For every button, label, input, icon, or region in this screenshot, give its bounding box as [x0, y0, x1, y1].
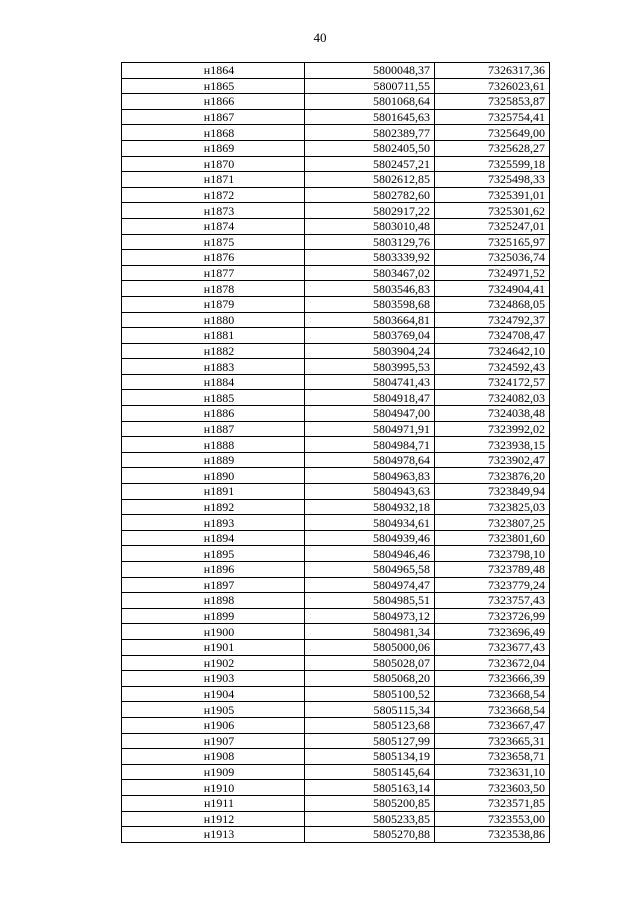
y-coordinate-cell: 7323658,71	[435, 749, 550, 765]
y-coordinate-cell: 7323603,50	[435, 780, 550, 796]
y-coordinate-cell: 7323696,49	[435, 624, 550, 640]
x-coordinate-cell: 5805123,68	[305, 717, 435, 733]
y-coordinate-cell: 7323726,99	[435, 608, 550, 624]
point-id-cell: н1867	[122, 109, 305, 125]
point-id-cell: н1895	[122, 546, 305, 562]
table-row	[122, 577, 550, 593]
point-id-cell: н1908	[122, 749, 305, 765]
point-id-cell: н1899	[122, 608, 305, 624]
point-id-cell: н1870	[122, 156, 305, 172]
y-coordinate-cell: 7323992,02	[435, 421, 550, 437]
table-row	[122, 827, 550, 843]
point-id-cell: н1912	[122, 811, 305, 827]
point-id-cell: н1901	[122, 639, 305, 655]
table-row	[122, 281, 550, 297]
y-coordinate-cell: 7323938,15	[435, 437, 550, 453]
coordinates-table-body	[122, 63, 550, 843]
x-coordinate-cell: 5805000,06	[305, 639, 435, 655]
x-coordinate-cell: 5804978,64	[305, 452, 435, 468]
y-coordinate-cell: 7324172,57	[435, 374, 550, 390]
y-coordinate-cell: 7325247,01	[435, 218, 550, 234]
point-id-cell: н1909	[122, 764, 305, 780]
point-id-cell: н1903	[122, 671, 305, 687]
table-row	[122, 140, 550, 156]
y-coordinate-cell: 7323876,20	[435, 468, 550, 484]
x-coordinate-cell: 5803339,92	[305, 250, 435, 266]
x-coordinate-cell: 5805115,34	[305, 702, 435, 718]
table-row	[122, 390, 550, 406]
table-row	[122, 125, 550, 141]
y-coordinate-cell: 7323631,10	[435, 764, 550, 780]
point-id-cell: н1904	[122, 686, 305, 702]
x-coordinate-cell: 5804981,34	[305, 624, 435, 640]
point-id-cell: н1874	[122, 218, 305, 234]
point-id-cell: н1906	[122, 717, 305, 733]
table-row	[122, 702, 550, 718]
point-id-cell: н1873	[122, 203, 305, 219]
table-row	[122, 359, 550, 375]
point-id-cell: н1876	[122, 250, 305, 266]
point-id-cell: н1902	[122, 655, 305, 671]
x-coordinate-cell: 5800048,37	[305, 63, 435, 79]
x-coordinate-cell: 5804946,46	[305, 546, 435, 562]
table-row	[122, 437, 550, 453]
x-coordinate-cell: 5804934,61	[305, 515, 435, 531]
y-coordinate-cell: 7323677,43	[435, 639, 550, 655]
point-id-cell: н1879	[122, 296, 305, 312]
x-coordinate-cell: 5805233,85	[305, 811, 435, 827]
y-coordinate-cell: 7325599,18	[435, 156, 550, 172]
table-row	[122, 811, 550, 827]
table-row	[122, 686, 550, 702]
y-coordinate-cell: 7323789,48	[435, 562, 550, 578]
x-coordinate-cell: 5801645,63	[305, 109, 435, 125]
table-row	[122, 452, 550, 468]
x-coordinate-cell: 5804984,71	[305, 437, 435, 453]
point-id-cell: н1907	[122, 733, 305, 749]
table-row	[122, 764, 550, 780]
point-id-cell: н1911	[122, 795, 305, 811]
point-id-cell: н1882	[122, 343, 305, 359]
point-id-cell: н1894	[122, 530, 305, 546]
point-id-cell: н1891	[122, 484, 305, 500]
table-row	[122, 795, 550, 811]
x-coordinate-cell: 5804947,00	[305, 406, 435, 422]
y-coordinate-cell: 7323801,60	[435, 530, 550, 546]
table-row	[122, 608, 550, 624]
y-coordinate-cell: 7323672,04	[435, 655, 550, 671]
x-coordinate-cell: 5805200,85	[305, 795, 435, 811]
point-id-cell: н1880	[122, 312, 305, 328]
table-row	[122, 421, 550, 437]
point-id-cell: н1893	[122, 515, 305, 531]
point-id-cell: н1897	[122, 577, 305, 593]
y-coordinate-cell: 7323798,10	[435, 546, 550, 562]
y-coordinate-cell: 7323665,31	[435, 733, 550, 749]
table-row	[122, 172, 550, 188]
y-coordinate-cell: 7323667,47	[435, 717, 550, 733]
y-coordinate-cell: 7325036,74	[435, 250, 550, 266]
y-coordinate-cell: 7323553,00	[435, 811, 550, 827]
x-coordinate-cell: 5803010,48	[305, 218, 435, 234]
point-id-cell: н1884	[122, 374, 305, 390]
x-coordinate-cell: 5805145,64	[305, 764, 435, 780]
table-row	[122, 265, 550, 281]
x-coordinate-cell: 5804918,47	[305, 390, 435, 406]
table-row	[122, 484, 550, 500]
x-coordinate-cell: 5804973,12	[305, 608, 435, 624]
point-id-cell: н1864	[122, 63, 305, 79]
y-coordinate-cell: 7325165,97	[435, 234, 550, 250]
x-coordinate-cell: 5805127,99	[305, 733, 435, 749]
table-row	[122, 109, 550, 125]
point-id-cell: н1868	[122, 125, 305, 141]
table-row	[122, 780, 550, 796]
page-number: 40	[313, 30, 327, 45]
y-coordinate-cell: 7324038,48	[435, 406, 550, 422]
point-id-cell: н1905	[122, 702, 305, 718]
y-coordinate-cell: 7325853,87	[435, 94, 550, 110]
table-row	[122, 749, 550, 765]
y-coordinate-cell: 7323849,94	[435, 484, 550, 500]
y-coordinate-cell: 7324971,52	[435, 265, 550, 281]
table-row	[122, 374, 550, 390]
x-coordinate-cell: 5803769,04	[305, 328, 435, 344]
x-coordinate-cell: 5802457,21	[305, 156, 435, 172]
table-row	[122, 78, 550, 94]
table-row	[122, 406, 550, 422]
x-coordinate-cell: 5804971,91	[305, 421, 435, 437]
table-row	[122, 624, 550, 640]
table-row	[122, 530, 550, 546]
x-coordinate-cell: 5804974,47	[305, 577, 435, 593]
point-id-cell: н1890	[122, 468, 305, 484]
x-coordinate-cell: 5804963,83	[305, 468, 435, 484]
table-row	[122, 562, 550, 578]
table-row	[122, 234, 550, 250]
x-coordinate-cell: 5804943,63	[305, 484, 435, 500]
table-row	[122, 250, 550, 266]
y-coordinate-cell: 7323571,85	[435, 795, 550, 811]
table-row	[122, 733, 550, 749]
x-coordinate-cell: 5802612,85	[305, 172, 435, 188]
table-row	[122, 187, 550, 203]
table-row	[122, 639, 550, 655]
x-coordinate-cell: 5805163,14	[305, 780, 435, 796]
x-coordinate-cell: 5805068,20	[305, 671, 435, 687]
table-row	[122, 312, 550, 328]
y-coordinate-cell: 7326023,61	[435, 78, 550, 94]
x-coordinate-cell: 5802917,22	[305, 203, 435, 219]
point-id-cell: н1881	[122, 328, 305, 344]
y-coordinate-cell: 7324708,47	[435, 328, 550, 344]
x-coordinate-cell: 5805134,19	[305, 749, 435, 765]
point-id-cell: н1887	[122, 421, 305, 437]
table-row	[122, 296, 550, 312]
x-coordinate-cell: 5802389,77	[305, 125, 435, 141]
point-id-cell: н1898	[122, 593, 305, 609]
table-row	[122, 94, 550, 110]
y-coordinate-cell: 7323902,47	[435, 452, 550, 468]
x-coordinate-cell: 5804932,18	[305, 499, 435, 515]
point-id-cell: н1875	[122, 234, 305, 250]
y-coordinate-cell: 7324592,43	[435, 359, 550, 375]
x-coordinate-cell: 5805270,88	[305, 827, 435, 843]
x-coordinate-cell: 5800711,55	[305, 78, 435, 94]
x-coordinate-cell: 5804985,51	[305, 593, 435, 609]
y-coordinate-cell: 7323825,03	[435, 499, 550, 515]
table-row	[122, 468, 550, 484]
point-id-cell: н1885	[122, 390, 305, 406]
x-coordinate-cell: 5803546,83	[305, 281, 435, 297]
point-id-cell: н1896	[122, 562, 305, 578]
point-id-cell: н1900	[122, 624, 305, 640]
x-coordinate-cell: 5805100,52	[305, 686, 435, 702]
point-id-cell: н1886	[122, 406, 305, 422]
x-coordinate-cell: 5804741,43	[305, 374, 435, 390]
x-coordinate-cell: 5803467,02	[305, 265, 435, 281]
point-id-cell: н1872	[122, 187, 305, 203]
y-coordinate-cell: 7323538,86	[435, 827, 550, 843]
x-coordinate-cell: 5803598,68	[305, 296, 435, 312]
y-coordinate-cell: 7324642,10	[435, 343, 550, 359]
point-id-cell: н1883	[122, 359, 305, 375]
table-row	[122, 328, 550, 344]
table-row	[122, 671, 550, 687]
y-coordinate-cell: 7323666,39	[435, 671, 550, 687]
y-coordinate-cell: 7324082,03	[435, 390, 550, 406]
y-coordinate-cell: 7324904,41	[435, 281, 550, 297]
table-row	[122, 343, 550, 359]
point-id-cell: н1871	[122, 172, 305, 188]
point-id-cell: н1865	[122, 78, 305, 94]
y-coordinate-cell: 7325301,62	[435, 203, 550, 219]
y-coordinate-cell: 7325498,33	[435, 172, 550, 188]
point-id-cell: н1889	[122, 452, 305, 468]
y-coordinate-cell: 7324868,05	[435, 296, 550, 312]
y-coordinate-cell: 7323779,24	[435, 577, 550, 593]
y-coordinate-cell: 7323668,54	[435, 702, 550, 718]
table-row	[122, 655, 550, 671]
y-coordinate-cell: 7325754,41	[435, 109, 550, 125]
point-id-cell: н1892	[122, 499, 305, 515]
table-row	[122, 203, 550, 219]
x-coordinate-cell: 5804965,58	[305, 562, 435, 578]
x-coordinate-cell: 5801068,64	[305, 94, 435, 110]
x-coordinate-cell: 5803995,53	[305, 359, 435, 375]
point-id-cell: н1866	[122, 94, 305, 110]
x-coordinate-cell: 5803664,81	[305, 312, 435, 328]
table-row	[122, 499, 550, 515]
x-coordinate-cell: 5803904,24	[305, 343, 435, 359]
table-row	[122, 156, 550, 172]
y-coordinate-cell: 7323668,54	[435, 686, 550, 702]
y-coordinate-cell: 7325391,01	[435, 187, 550, 203]
point-id-cell: н1910	[122, 780, 305, 796]
table-row	[122, 218, 550, 234]
table-row	[122, 63, 550, 79]
table-row	[122, 717, 550, 733]
point-id-cell: н1877	[122, 265, 305, 281]
x-coordinate-cell: 5802782,60	[305, 187, 435, 203]
x-coordinate-cell: 5804939,46	[305, 530, 435, 546]
y-coordinate-cell: 7323807,25	[435, 515, 550, 531]
x-coordinate-cell: 5802405,50	[305, 140, 435, 156]
coordinates-table	[121, 62, 550, 843]
table-row	[122, 515, 550, 531]
point-id-cell: н1913	[122, 827, 305, 843]
y-coordinate-cell: 7324792,37	[435, 312, 550, 328]
point-id-cell: н1878	[122, 281, 305, 297]
table-row	[122, 593, 550, 609]
y-coordinate-cell: 7325628,27	[435, 140, 550, 156]
point-id-cell: н1888	[122, 437, 305, 453]
x-coordinate-cell: 5803129,76	[305, 234, 435, 250]
table-row	[122, 546, 550, 562]
point-id-cell: н1869	[122, 140, 305, 156]
y-coordinate-cell: 7326317,36	[435, 63, 550, 79]
x-coordinate-cell: 5805028,07	[305, 655, 435, 671]
y-coordinate-cell: 7325649,00	[435, 125, 550, 141]
y-coordinate-cell: 7323757,43	[435, 593, 550, 609]
